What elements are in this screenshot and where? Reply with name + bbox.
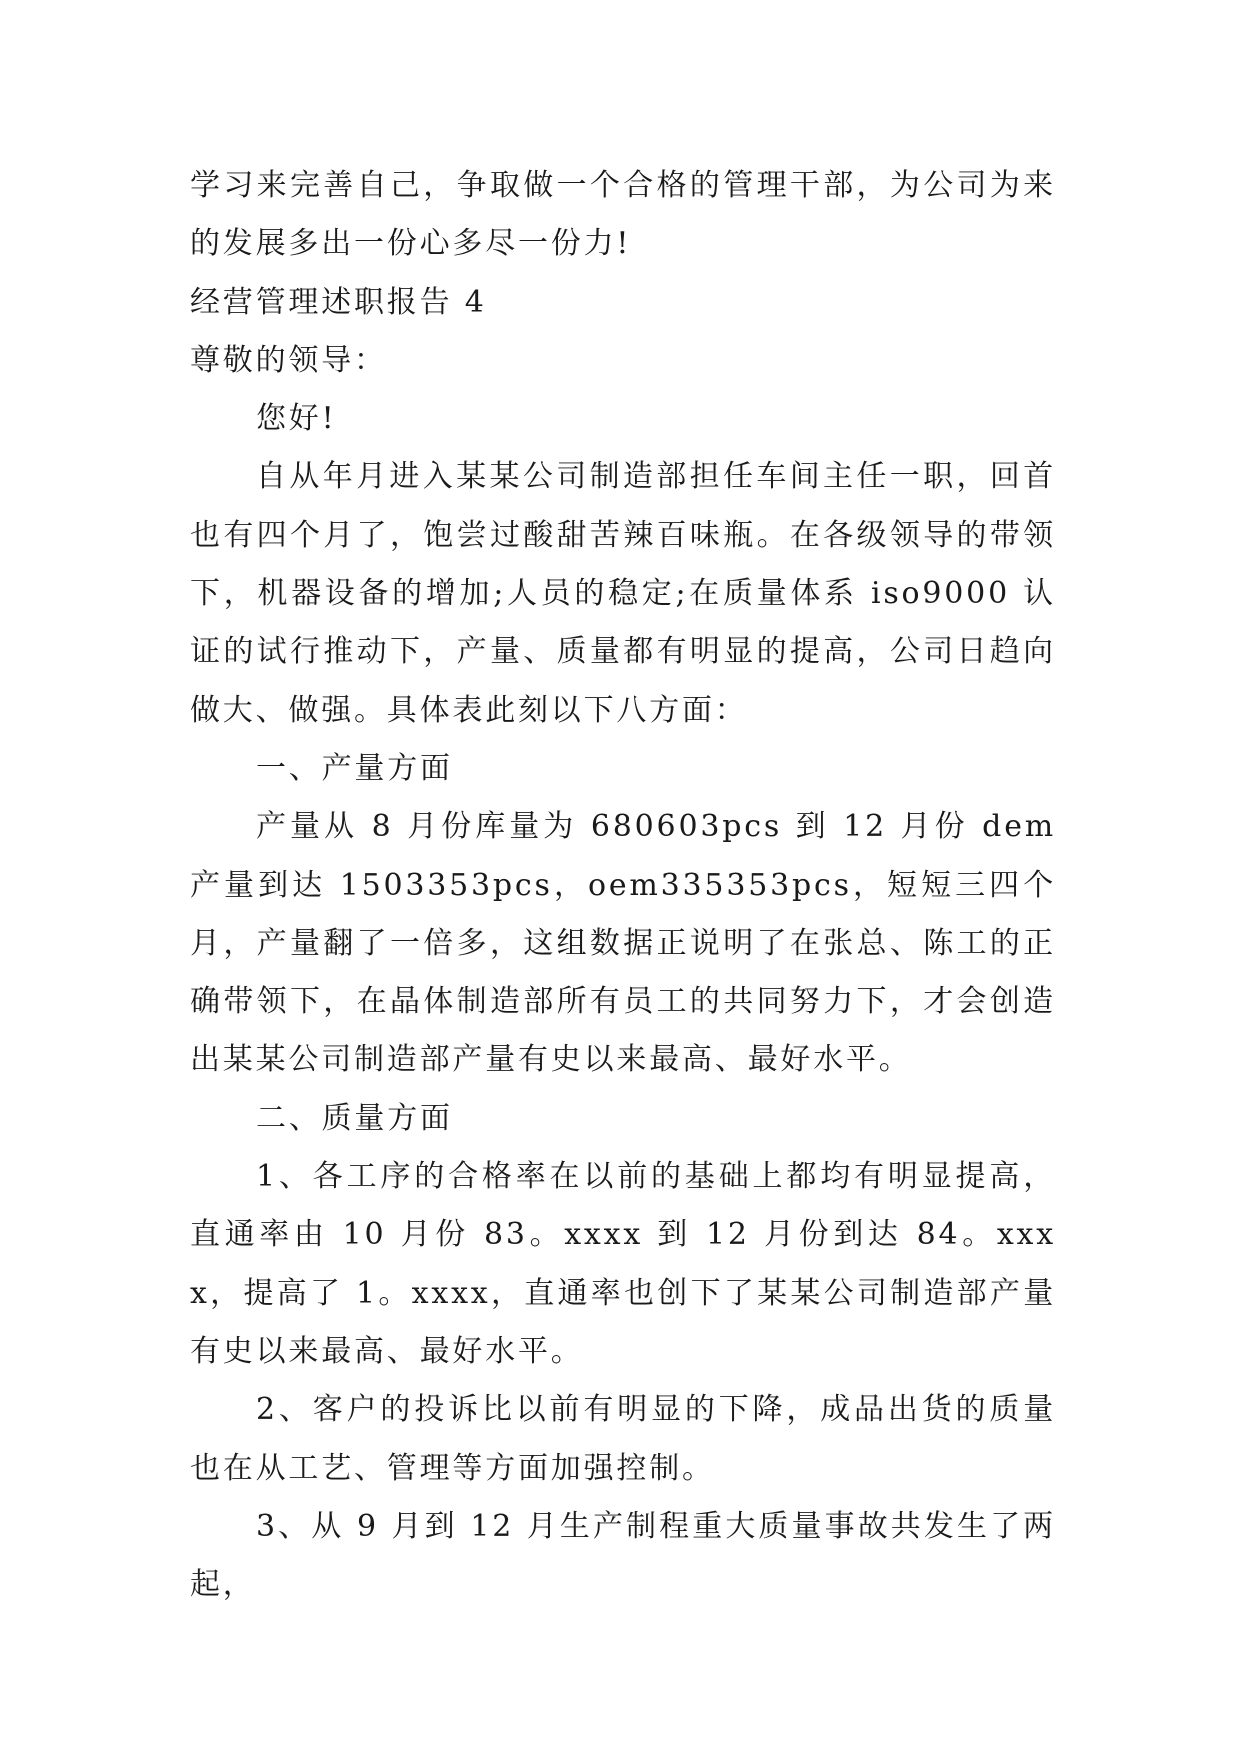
paragraph-intro: 自从年月进入某某公司制造部担任车间主任一职，回首也有四个月了，饱尝过酸甜苦辣百味瓶。在各级领导的带领下，机器设备的增加;人员的稳定;在质量体系 iso9000 认证的试行推动下，产量、质量都有明显的提高，公司日趋向做大、做强。具体表此刻以下八方面：: [190, 459, 1056, 728]
salutation: 尊敬的领导：: [190, 342, 387, 378]
section-title-output: 一、产量方面: [256, 750, 453, 786]
greeting: 您好!: [256, 401, 337, 437]
list-item-quality-3: 3、从 9 月到 12 月生产制程重大质量事故共发生了两起，: [190, 1508, 1056, 1603]
document-body: [190, 157, 1056, 1614]
section-title-quality: 二、质量方面: [256, 1100, 453, 1136]
report-heading: 经营管理述职报告 4: [190, 284, 487, 320]
list-item-quality-2: 2、客户的投诉比以前有明显的下降，成品出货的质量也在从工艺、管理等方面加强控制。: [190, 1392, 1056, 1486]
paragraph-output: 产量从 8 月份库量为 680603pcs 到 12 月份 dem 产量到达 1503353pcs，oem335353pcs，短短三四个月，产量翻了一倍多，这组数据正说明了在张总、陈工的正确带领下，在晶体制造部所有员工的共同努力下，才会创造出某某公司制造部产量有史以来最高、最好水平。: [190, 809, 1056, 1078]
paragraph-continuation: 学习来完善自己，争取做一个合格的管理干部，为公司为来的发展多出一份心多尽一份力!: [190, 168, 1056, 262]
list-item-quality-1: 1、各工序的合格率在以前的基础上都均有明显提高，直通率由 10 月份 83。xxxx 到 12 月份到达 84。xxxx，提高了 1。xxxx，直通率也创下了某某公司制造部产量有史以来最高、最好水平。: [190, 1159, 1056, 1369]
